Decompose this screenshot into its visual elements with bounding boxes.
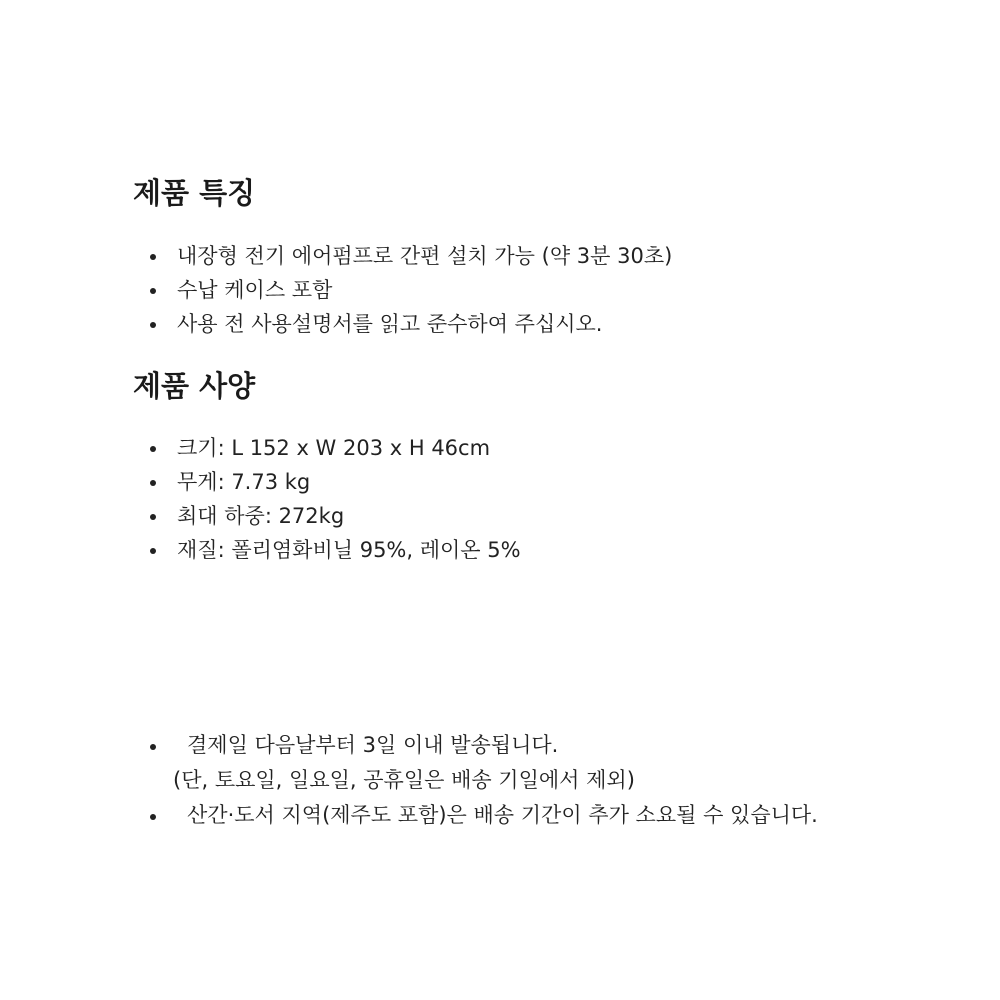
list-item [150,728,818,798]
bullet-dot [150,514,156,520]
feature-text: 사용 전 사용설명서를 읽고 준수하여 주십시오. [177,312,603,336]
specs-title: 제품 사양 [133,369,256,403]
spec-text: 최대 하중: 272kg [177,504,345,528]
shipping-text: 결제일 다음날부터 3일 이내 발송됩니다. [187,733,559,757]
bullet-dot [150,744,156,750]
bullet-dot [150,254,156,260]
bullet-dot [150,288,156,294]
features-title: 제품 특징 [133,176,256,210]
shipping-list [150,728,818,833]
spec-text: 무게: 7.73 kg [177,470,311,494]
bullet-dot [150,814,156,820]
bullet-dot [150,322,156,328]
spec-text: 재질: 폴리염화비닐 95%, 레이온 5% [177,538,521,562]
spec-text: 크기: L 152 x W 203 x H 46cm [177,436,491,460]
feature-text: 수납 케이스 포함 [177,278,333,302]
bullet-dot [150,480,156,486]
bullet-dot [150,548,156,554]
list-item [150,798,818,833]
feature-text: 내장형 전기 에어펌프로 간편 설치 가능 (약 3분 30초) [177,244,673,268]
bullet-dot [150,446,156,452]
shipping-text: 산간·도서 지역(제주도 포함)은 배송 기간이 추가 소요될 수 있습니다. [187,803,818,827]
shipping-note: (단, 토요일, 일요일, 공휴일은 배송 기일에서 제외) [173,768,635,792]
